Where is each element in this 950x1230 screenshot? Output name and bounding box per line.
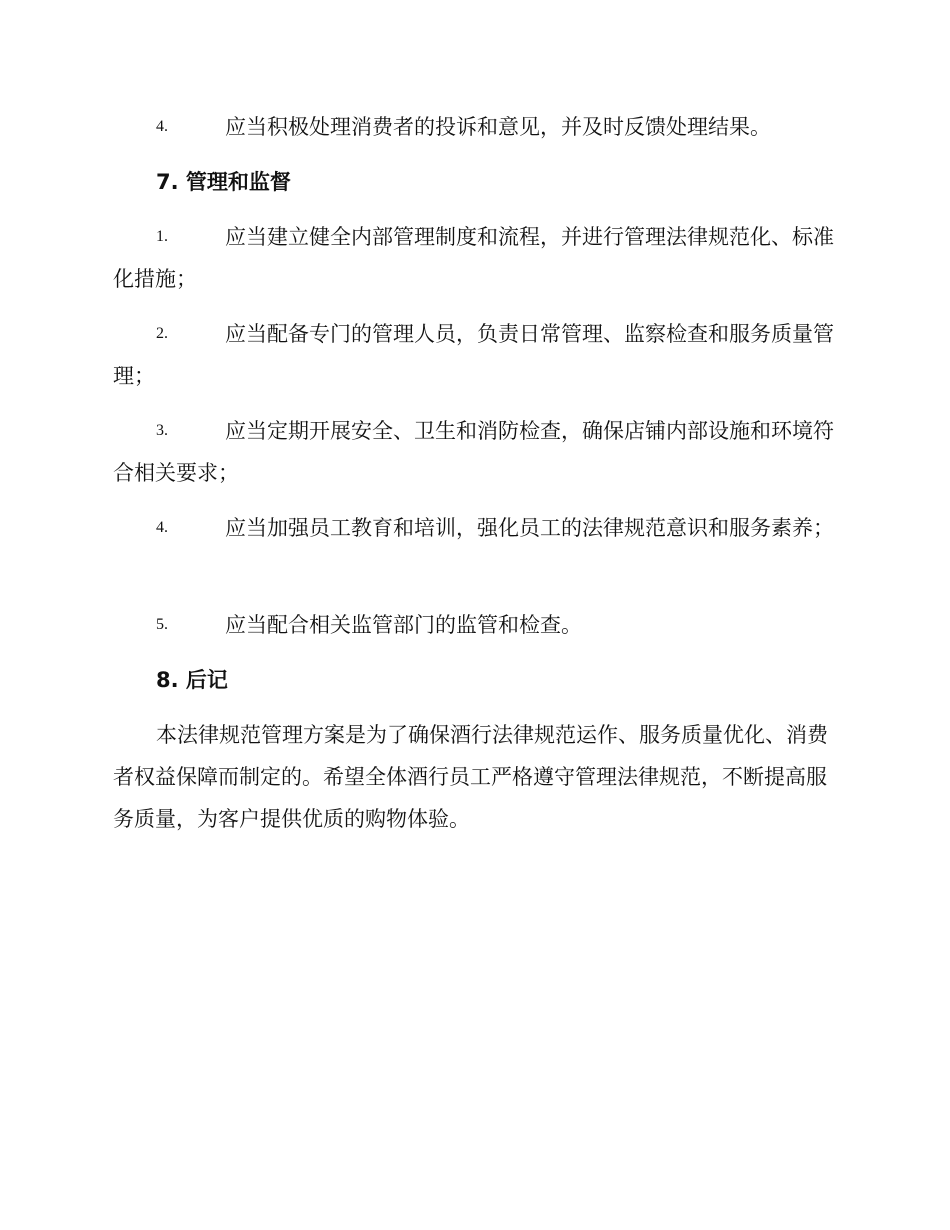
section-heading-8: 8. 后记 xyxy=(156,668,228,692)
list-number: 3. xyxy=(156,422,168,439)
list-item xyxy=(113,507,838,549)
list-text: 应当建立健全内部管理制度和流程，并进行管理法律规范化、标准化措施； xyxy=(113,225,834,291)
list-text: 应当定期开展安全、卫生和消防检查，确保店铺内部设施和环境符合相关要求； xyxy=(113,419,834,485)
list-number: 2. xyxy=(156,325,168,342)
list-item xyxy=(113,410,838,494)
list-text: 应当积极处理消费者的投诉和意见，并及时反馈处理结果。 xyxy=(225,115,771,139)
list-item xyxy=(113,216,838,300)
list-text: 应当配合相关监管部门的监管和检查。 xyxy=(225,613,582,637)
list-item xyxy=(113,604,838,646)
list-item xyxy=(113,313,838,397)
list-text: 应当配备专门的管理人员，负责日常管理、监察检查和服务质量管理； xyxy=(113,322,834,388)
section-heading-7: 7. 管理和监督 xyxy=(156,170,291,194)
list-text: 应当加强员工教育和培训，强化员工的法律规范意识和服务素养； xyxy=(225,516,834,540)
list-item xyxy=(113,106,838,148)
list-number: 4. xyxy=(156,519,168,536)
closing-paragraph: 本法律规范管理方案是为了确保酒行法律规范运作、服务质量优化、消费者权益保障而制定的。希望全体酒行员工严格遵守管理法律规范，不断提高服务质量，为客户提供优质的购物体验。 xyxy=(113,723,828,831)
list-number: 4. xyxy=(156,118,168,135)
list-number: 5. xyxy=(156,616,168,633)
list-number: 1. xyxy=(156,228,168,245)
